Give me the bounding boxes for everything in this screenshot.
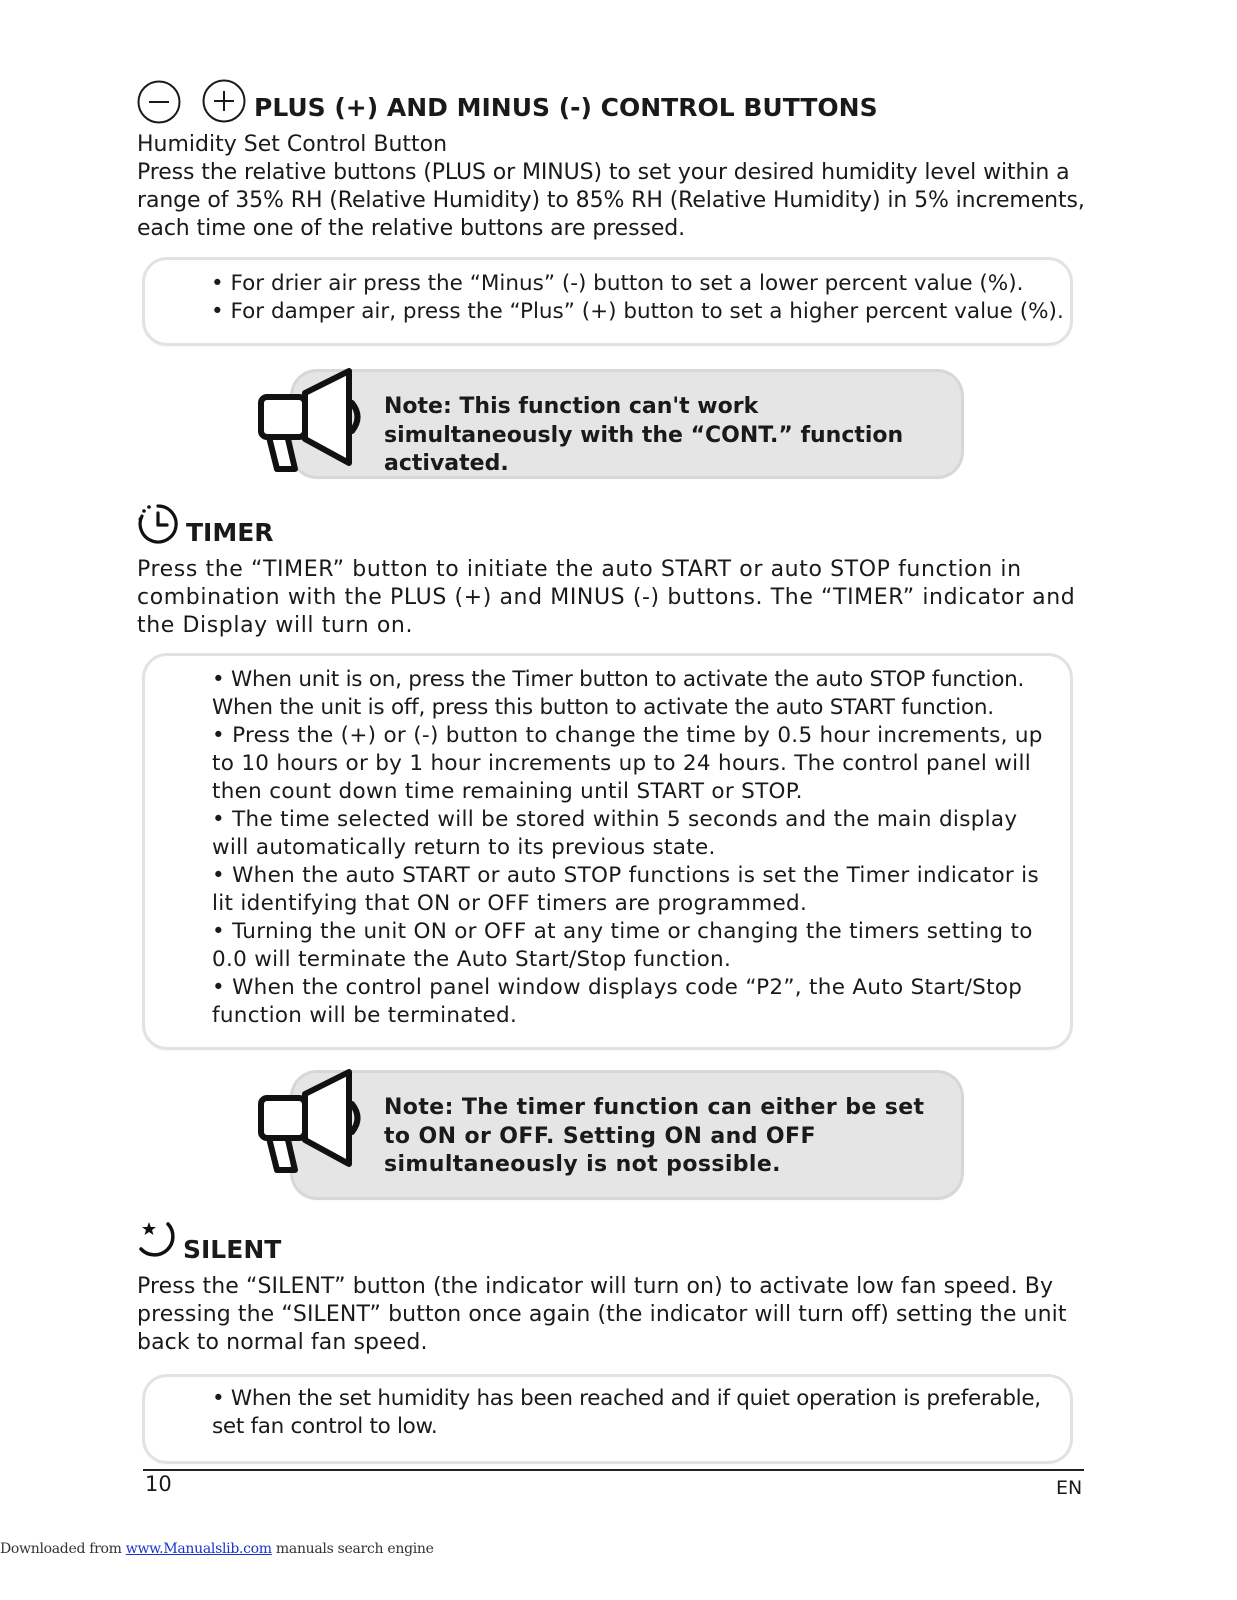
moon-star-icon [135, 1218, 179, 1262]
plus-circle-icon [202, 79, 248, 125]
language-code: EN [1056, 1477, 1083, 1499]
tips-box-plus-minus [145, 260, 1070, 343]
list-item: • The time selected will be stored within 5 seconds and the main display will automatically return to its previous state. [212, 807, 1018, 860]
download-banner [0, 1541, 434, 1557]
download-suffix: manuals search engine [271, 1541, 434, 1557]
minus-circle-icon [137, 79, 183, 125]
note-text-timer: Note: The timer function can either be set to ON or OFF. Setting ON and OFF simultaneously is not possible. [384, 1095, 925, 1177]
section-title-silent: SILENT [183, 1235, 282, 1264]
list-item: • For drier air press the “Minus” (-) button to set a lower percent value (%). [211, 271, 1024, 296]
manualslib-link[interactable]: www.Manualslib.com [125, 1541, 272, 1557]
tips-box-silent [145, 1377, 1070, 1461]
section-title-timer: TIMER [186, 518, 274, 547]
list-item: • Turning the unit ON or OFF at any time or changing the timers setting to 0.0 will terminate the Auto Start/Stop function. [212, 919, 1033, 972]
list-item: • Press the (+) or (-) button to change the time by 0.5 hour increments, up to 10 hours or by 1 hour increments up to 24 hours. The control panel will then count down time remaining until START or STOP. [212, 723, 1043, 804]
list-item: • When unit is on, press the Timer button to activate the auto STOP function. When the unit is off, press this button to activate the auto START function. [212, 667, 1025, 720]
section-body-plus-minus: Press the relative buttons (PLUS or MINUS) to set your desired humidity level within a range of 35% RH (Relative Humidity) to 85% RH (Relative Humidity) in 5% increments, each time one of the relative buttons are pressed. [137, 160, 1085, 241]
megaphone-icon [255, 1068, 370, 1176]
download-prefix: Downloaded from [0, 1541, 126, 1557]
megaphone-icon [255, 367, 370, 475]
page-number: 10 [145, 1472, 172, 1496]
section-subtitle: Humidity Set Control Button [137, 132, 448, 157]
section-body-timer: Press the “TIMER” button to initiate the auto START or auto STOP function in combination with the PLUS (+) and MINUS (-) buttons. The “TIMER” indicator and the Display will turn on. [137, 557, 1076, 638]
note-text-plus-minus: Note: This function can't work simultaneously with the “CONT.” function activated. [384, 394, 904, 476]
section-body-silent: Press the “SILENT” button (the indicator will turn on) to activate low fan speed. By pressing the “SILENT” button once again (the indicator will turn off) setting the unit back to normal fan speed. [137, 1274, 1067, 1355]
list-item: • When the auto START or auto STOP functions is set the Timer indicator is lit identifying that ON or OFF timers are programmed. [212, 863, 1039, 916]
section-title-plus-minus: PLUS (+) AND MINUS (-) CONTROL BUTTONS [254, 93, 878, 122]
timer-clock-icon [136, 502, 180, 546]
tips-box-timer [145, 656, 1070, 1047]
footer-divider [143, 1469, 1084, 1471]
list-item: • For damper air, press the “Plus” (+) button to set a higher percent value (%). [211, 299, 1064, 324]
list-item: • When the set humidity has been reached and if quiet operation is preferable, set fan control to low. [212, 1386, 1041, 1439]
list-item: • When the control panel window displays code “P2”, the Auto Start/Stop function will be terminated. [212, 975, 1023, 1028]
